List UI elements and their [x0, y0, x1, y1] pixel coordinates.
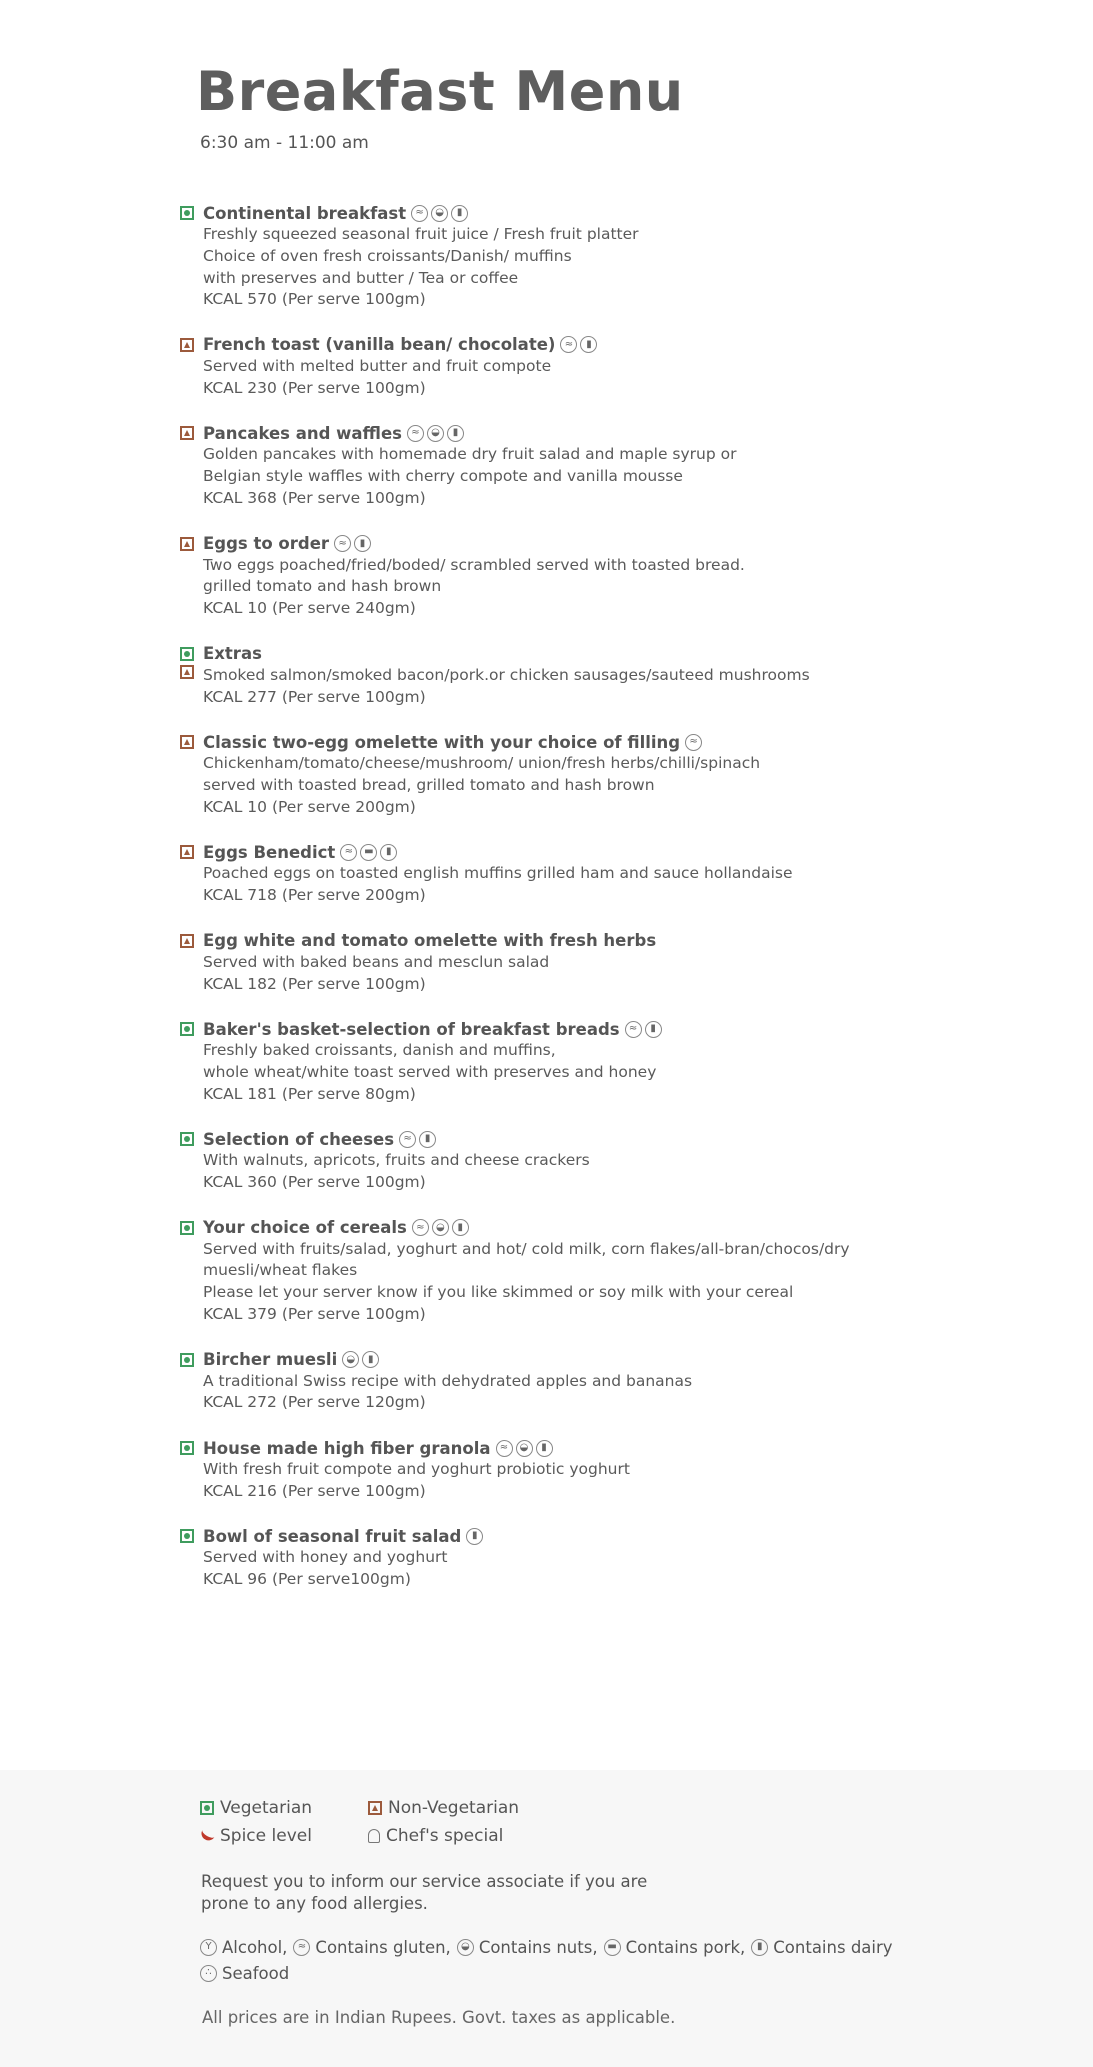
veg-marker-icon	[180, 1441, 194, 1455]
nuts-icon: ◒	[427, 425, 444, 442]
dairy-icon: ▮	[645, 1021, 662, 1038]
menu-item	[180, 930, 1060, 996]
menu-item-name: Bircher muesli	[203, 1350, 338, 1370]
menu-item-name: Continental breakfast	[203, 203, 407, 223]
dairy-icon: ▮	[380, 844, 397, 861]
special-legend-row	[200, 1826, 536, 1846]
veg-marker-icon	[180, 1353, 194, 1367]
chef-hat-icon	[368, 1829, 380, 1843]
nuts-icon: ◒	[431, 205, 448, 222]
gluten-icon: ≈	[407, 425, 424, 442]
dairy-icon: ▮	[466, 1528, 483, 1545]
gluten-icon: ≈	[560, 336, 577, 353]
menu-item	[180, 1217, 1060, 1326]
chili-icon	[199, 1829, 215, 1843]
diet-markers	[180, 1353, 194, 1367]
menu-item-name: Baker's basket-selection of breakfast breads	[203, 1019, 620, 1039]
allergen-pork	[604, 1936, 746, 1958]
diet-markers	[180, 1529, 194, 1543]
menu-item	[180, 1128, 1060, 1194]
legend-chefs-special	[368, 1826, 536, 1846]
menu-item	[180, 1437, 1060, 1503]
menu-item-name: Egg white and tomato omelette with fresh herbs	[203, 931, 657, 951]
menu-item-name: Pancakes and waffles	[203, 423, 402, 443]
gluten-icon: ≈	[334, 535, 351, 552]
nuts-icon: ◒	[516, 1440, 533, 1457]
menu-item-description: With walnuts, apricots, fruits and cheese crackers KCAL 360 (Per serve 100gm)	[203, 1151, 590, 1192]
nonveg-marker-icon	[180, 426, 194, 440]
diet-markers	[180, 1441, 194, 1455]
prices-note: All prices are in Indian Rupees. Govt. taxes as applicable.	[202, 2008, 676, 2027]
allergen-icons	[340, 844, 397, 861]
menu-item-name: House made high fiber granola	[203, 1438, 491, 1458]
legend-non-vegetarian-label: Non-Vegetarian	[388, 1798, 520, 1818]
allergen-dairy	[751, 1936, 892, 1958]
nonveg-marker-icon	[368, 1801, 382, 1815]
page-title: Breakfast Menu	[196, 60, 684, 123]
diet-markers	[180, 1221, 194, 1235]
allergen-legend	[200, 1936, 980, 1984]
pork-icon: ▬	[360, 844, 377, 861]
gluten-icon: ≈	[412, 1219, 429, 1236]
menu-item-name: Bowl of seasonal fruit salad	[203, 1526, 462, 1546]
allergen-seafood-label: Seafood	[222, 1963, 290, 1983]
menu-item-description: Served with baked beans and mesclun salad KCAL 182 (Per serve 100gm)	[203, 952, 550, 993]
menu-item	[180, 841, 1060, 907]
dairy-icon: ▮	[580, 336, 597, 353]
allergen-pork-label: Contains pork,	[625, 1937, 746, 1957]
menu-item-description: Served with fruits/salad, yoghurt and hot/ cold milk, corn flakes/all-bran/chocos/dry muesli/wheat flakes Please let your server know if you like skimmed or soy milk with your cereal KCAL 379 (Per serve 100gm)	[203, 1239, 850, 1324]
pork-icon: ▬	[604, 1939, 621, 1956]
allergen-icons	[466, 1528, 483, 1545]
menu-item	[180, 1018, 1060, 1105]
gluten-icon: ≈	[496, 1440, 513, 1457]
allergen-icons	[560, 336, 597, 353]
allergen-gluten-label: Contains gluten,	[315, 1937, 451, 1957]
allergen-dairy-label: Contains dairy	[773, 1937, 893, 1957]
dairy-icon: ▮	[362, 1351, 379, 1368]
dairy-icon: ▮	[447, 425, 464, 442]
menu-item-description: Two eggs poached/fried/boded/ scrambled served with toasted bread. grilled tomato and hash brown KCAL 10 (Per serve 240gm)	[203, 555, 745, 618]
veg-marker-icon	[200, 1801, 214, 1815]
footer-legend	[0, 1770, 1093, 2067]
veg-marker-icon	[180, 1221, 194, 1235]
nonveg-marker-icon	[180, 338, 194, 352]
nonveg-marker-icon	[180, 665, 194, 679]
diet-markers	[180, 1022, 194, 1036]
legend-chefs-special-label: Chef's special	[386, 1826, 504, 1846]
allergen-icons	[342, 1351, 379, 1368]
menu-item-description: Smoked salmon/smoked bacon/pork.or chicken sausages/sauteed mushrooms KCAL 277 (Per serve 100gm)	[203, 665, 810, 706]
allergen-icons	[407, 425, 464, 442]
nonveg-marker-icon	[180, 735, 194, 749]
dairy-icon: ▮	[451, 205, 468, 222]
dairy-icon: ▮	[536, 1440, 553, 1457]
menu-item-name: Extras	[203, 644, 262, 664]
diet-markers	[180, 206, 194, 220]
menu-item-name: Eggs Benedict	[203, 842, 336, 862]
gluten-icon: ≈	[685, 734, 702, 751]
legend-vegetarian	[200, 1798, 368, 1818]
diet-markers	[180, 426, 194, 440]
veg-marker-icon	[180, 1022, 194, 1036]
menu-item	[180, 731, 1060, 818]
nuts-icon: ◒	[432, 1219, 449, 1236]
menu-item	[180, 533, 1060, 620]
allergen-icons	[399, 1131, 436, 1148]
allergen-icons	[625, 1021, 662, 1038]
allergen-alcohol-label: Alcohol,	[222, 1937, 288, 1957]
veg-marker-icon	[180, 647, 194, 661]
veg-marker-icon	[180, 206, 194, 220]
menu-item-description: With fresh fruit compote and yoghurt probiotic yoghurt KCAL 216 (Per serve 100gm)	[203, 1460, 630, 1500]
diet-legend-row	[200, 1798, 536, 1818]
dairy-icon: ▮	[751, 1939, 768, 1956]
allergen-alcohol	[200, 1936, 287, 1958]
seafood-icon: ∴	[200, 1965, 217, 1982]
allergen-icons	[496, 1440, 553, 1457]
service-hours: 6:30 am - 11:00 am	[200, 133, 369, 153]
menu-item	[180, 643, 1060, 709]
menu-item	[180, 334, 1060, 400]
alcohol-icon: Y	[200, 1939, 217, 1956]
menu-item	[180, 202, 1060, 311]
menu-item	[180, 422, 1060, 509]
veg-marker-icon	[180, 1132, 194, 1146]
menu-item-description: Poached eggs on toasted english muffins grilled ham and sauce hollandaise KCAL 718 (Per serve 200gm)	[203, 864, 793, 905]
diet-markers	[180, 934, 194, 948]
nuts-icon: ◒	[342, 1351, 359, 1368]
menu-item-name: Your choice of cereals	[203, 1218, 407, 1238]
dairy-icon: ▮	[354, 535, 371, 552]
allergen-icons	[411, 205, 468, 222]
menu-item-description: Served with honey and yoghurt KCAL 96 (Per serve100gm)	[203, 1548, 448, 1589]
menu-item-name: French toast (vanilla bean/ chocolate)	[203, 335, 556, 355]
diet-markers	[180, 647, 194, 679]
legend-spice-level-label: Spice level	[220, 1826, 312, 1846]
diet-markers	[180, 1132, 194, 1146]
allergen-nuts-label: Contains nuts,	[478, 1937, 598, 1957]
menu-item	[180, 1349, 1060, 1415]
menu-item-name: Selection of cheeses	[203, 1129, 395, 1149]
nonveg-marker-icon	[180, 537, 194, 551]
menu-list	[180, 202, 1060, 1614]
gluten-icon: ≈	[399, 1131, 416, 1148]
menu-item-description: Served with melted butter and fruit compote KCAL 230 (Per serve 100gm)	[203, 356, 552, 397]
nonveg-marker-icon	[180, 845, 194, 859]
allergen-gluten	[293, 1936, 450, 1958]
gluten-icon: ≈	[293, 1939, 310, 1956]
diet-markers	[180, 845, 194, 859]
allergy-note: Request you to inform our service associate if you are prone to any food allergies.	[201, 1872, 648, 1913]
legend-spice-level	[200, 1826, 368, 1846]
menu-item-name: Classic two-egg omelette with your choice of filling	[203, 732, 681, 752]
menu-item-description: Chickenham/tomato/cheese/mushroom/ union/fresh herbs/chilli/spinach served with toasted bread, grilled tomato and hash brown KCAL 10 (Per serve 200gm)	[203, 754, 761, 816]
dairy-icon: ▮	[452, 1219, 469, 1236]
gluten-icon: ≈	[411, 205, 428, 222]
allergen-nuts	[457, 1936, 598, 1958]
allergen-icons	[412, 1219, 469, 1236]
menu-item-description: A traditional Swiss recipe with dehydrated apples and bananas KCAL 272 (Per serve 120gm)	[203, 1371, 693, 1412]
allergen-icons	[685, 734, 702, 751]
legend-vegetarian-label: Vegetarian	[220, 1798, 313, 1818]
gluten-icon: ≈	[340, 844, 357, 861]
menu-item-description: Freshly squeezed seasonal fruit juice / Fresh fruit platter Choice of oven fresh croissants/Danish/ muffins with preserves and butter / Tea or coffee KCAL 570 (Per serve 100gm)	[203, 225, 639, 309]
dairy-icon: ▮	[419, 1131, 436, 1148]
allergen-icons	[334, 535, 371, 552]
menu-item-description: Freshly baked croissants, danish and muffins, whole wheat/white toast served with preserves and honey KCAL 181 (Per serve 80gm)	[203, 1041, 657, 1103]
allergen-seafood	[200, 1962, 289, 1984]
diet-markers	[180, 338, 194, 352]
veg-marker-icon	[180, 1529, 194, 1543]
nuts-icon: ◒	[457, 1939, 474, 1956]
gluten-icon: ≈	[625, 1021, 642, 1038]
menu-item-name: Eggs to order	[203, 534, 330, 554]
diet-markers	[180, 537, 194, 551]
menu-item-description: Golden pancakes with homemade dry fruit salad and maple syrup or Belgian style waffles with cherry compote and vanilla mousse KCAL 368 (Per serve 100gm)	[203, 445, 737, 507]
menu-item	[180, 1525, 1060, 1591]
nonveg-marker-icon	[180, 934, 194, 948]
legend-non-vegetarian	[368, 1798, 536, 1818]
diet-markers	[180, 735, 194, 749]
